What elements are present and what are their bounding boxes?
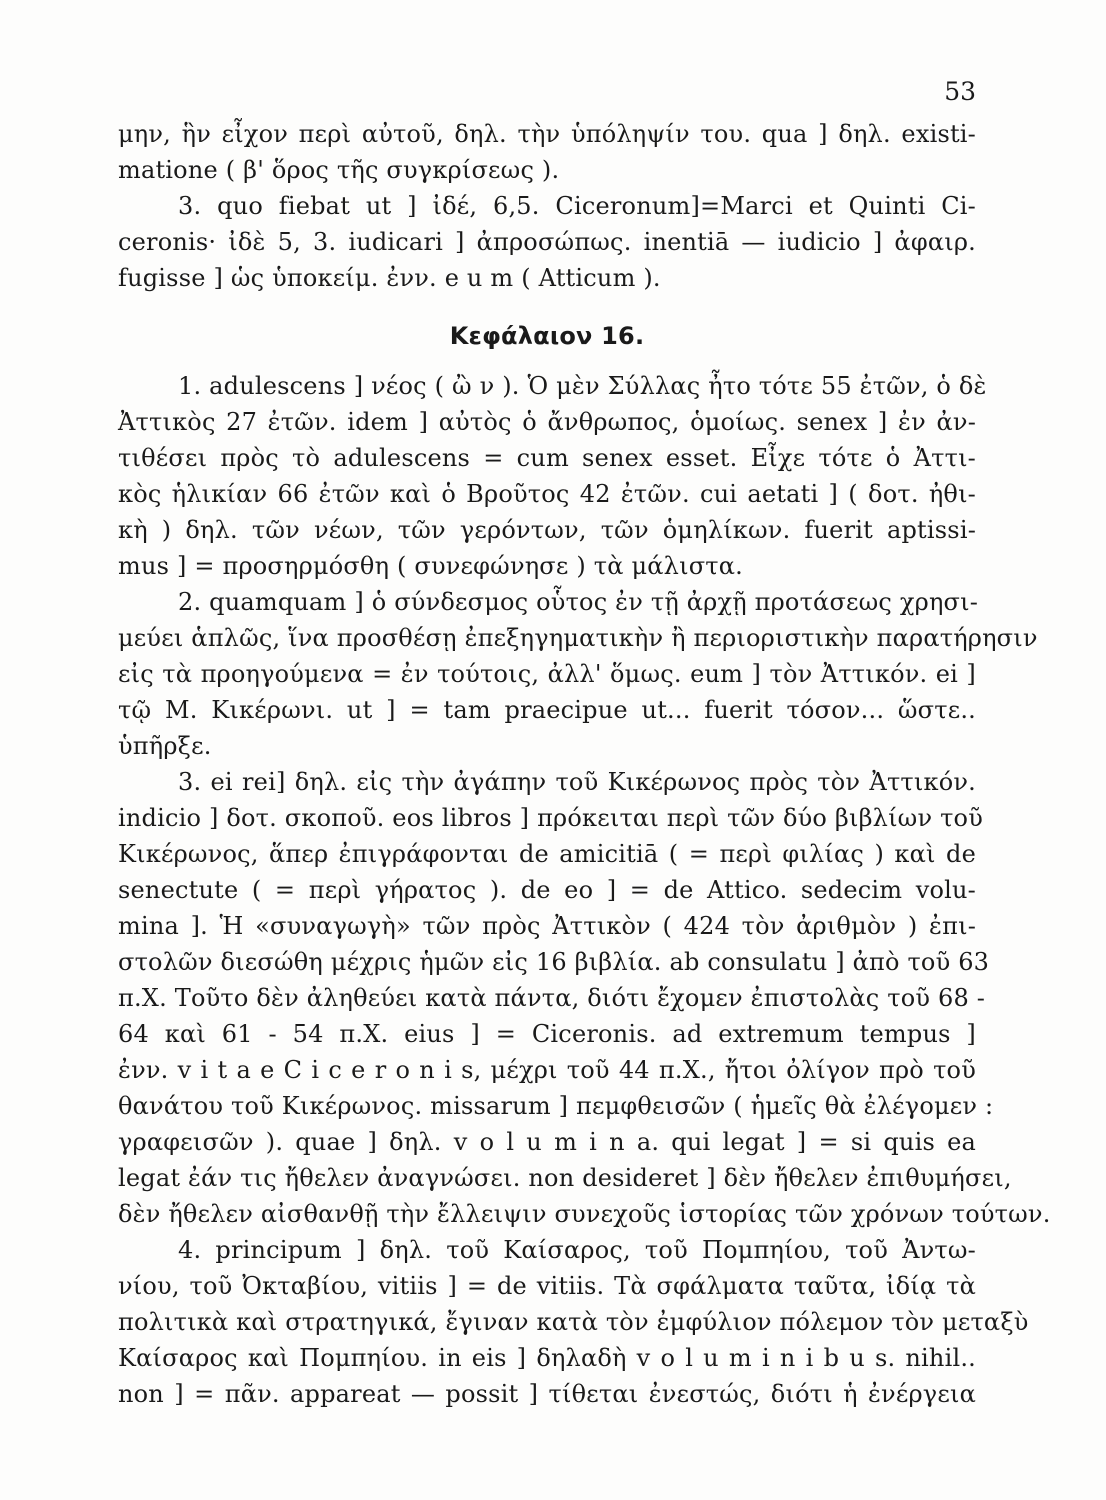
text-line: τιθέσει πρὸς τὸ adulescens = cum senex esset. Εἶχε τότε ὁ Ἀττι- <box>118 444 976 472</box>
text-line: 4. principum ] δηλ. τοῦ Καίσαρος, τοῦ Πομπηίου, τοῦ Ἀντω- <box>178 1236 976 1264</box>
text-line: γραφεισῶν ). quae ] δηλ. v o l u m i n a. qui legat ] = si quis ea <box>118 1128 976 1156</box>
text-line: 3. quo fiebat ut ] ἰδέ, 6,5. Ciceronum]=Marci et Quinti Ci- <box>178 192 976 220</box>
text-line: 64 καὶ 61 - 54 π.Χ. eius ] = Ciceronis. ad extremum tempus ] <box>118 1020 976 1048</box>
text-line: ἐνν. v i t a e C i c e r o n i s, μέχρι τοῦ 44 π.Χ., ἤτοι ὀλίγον πρὸ τοῦ <box>118 1056 976 1084</box>
commentary-text <box>118 116 1051 1412</box>
text-line: mus ] = προσηρμόσθη ( συνεφώνησε ) τὰ μάλιστα. <box>118 552 743 580</box>
text-line: Καίσαρος καὶ Πομπηίου. in eis ] δηλαδὴ v o l u m i n i b u s. nihil.. <box>118 1344 976 1372</box>
text-line: κὸς ἡλικίαν 66 ἐτῶν καὶ ὁ Βροῦτος 42 ἐτῶν. cui aetati ] ( δοτ. ἠθι- <box>118 480 976 508</box>
text-line: δὲν ἤθελεν αἰσθανθῇ τὴν ἔλλειψιν συνεχοῦς ἱστορίας τῶν χρόνων τούτων. <box>118 1200 1051 1228</box>
text-line: μεύει ἁπλῶς, ἵνα προσθέσῃ ἐπεξηγηματικὴν ἢ περιοριστικὴν παρατήρησιν <box>118 624 1038 652</box>
text-line: εἰς τὰ προηγούμενα = ἐν τούτοις, ἀλλ' ὅμως. eum ] τὸν Ἀττικόν. ei ] <box>118 660 976 688</box>
text-line: indicio ] δοτ. σκοποῦ. eos libros ] πρόκειται περὶ τῶν δύο βιβλίων τοῦ <box>118 804 983 832</box>
text-line: fugisse ] ὡς ὑποκείμ. ἐνν. e u m ( Atticum ). <box>118 264 661 292</box>
text-line: π.Χ. Τοῦτο δὲν ἀληθεύει κατὰ πάντα, διότι ἔχομεν ἐπιστολὰς τοῦ 68 - <box>118 984 986 1012</box>
text-line: ὑπῆρξε. <box>118 732 212 760</box>
text-line: μην, ἣν εἶχον περὶ αὐτοῦ, δηλ. τὴν ὑπόληψίν του. qua ] δηλ. existi- <box>118 120 976 148</box>
text-line: κὴ ) δηλ. τῶν νέων, τῶν γερόντων, τῶν ὁμηλίκων. fuerit aptissi- <box>118 516 976 544</box>
page-number: 53 <box>944 77 976 106</box>
text-line: non ] = πᾶν. appareat — possit ] τίθεται ἐνεστώς, διότι ἡ ἐνέργεια <box>118 1380 976 1408</box>
text-line: 3. ei rei] δηλ. εἰς τὴν ἀγάπην τοῦ Κικέρωνος πρὸς τὸν Ἀττικόν. <box>178 768 976 796</box>
text-line: θανάτου τοῦ Κικέρωνος. missarum ] πεμφθεισῶν ( ἡμεῖς θὰ ἐλέγομεν : <box>118 1092 994 1120</box>
text-line: τῷ Μ. Κικέρωνι. ut ] = tam praecipue ut... fuerit τόσον... ὥστε.. <box>118 696 976 724</box>
text-line: 2. quamquam ] ὁ σύνδεσμος οὗτος ἐν τῇ ἀρχῇ προτάσεως χρησι- <box>178 588 979 616</box>
text-line: ceronis· ἰδὲ 5, 3. iudicari ] ἀπροσώπως. inentiā — iudicio ] ἀφαιρ. <box>118 228 976 256</box>
text-line: Ἀττικὸς 27 ἐτῶν. idem ] αὐτὸς ὁ ἄνθρωπος, ὁμοίως. senex ] ἐν ἀν- <box>118 408 976 436</box>
text-line: στολῶν διεσώθη μέχρις ἡμῶν εἰς 16 βιβλία. ab consulatu ] ἀπὸ τοῦ 63 <box>118 948 990 976</box>
text-line: legat ἐάν τις ἤθελεν ἀναγνώσει. non desideret ] δὲν ἤθελεν ἐπιθυμήσει, <box>118 1164 1012 1192</box>
chapter-heading: Κεφάλαιον 16. <box>449 322 645 350</box>
text-line: mina ]. Ἡ «συναγωγὴ» τῶν πρὸς Ἀττικὸν ( 424 τὸν ἀριθμὸν ) ἐπι- <box>118 912 976 940</box>
text-line: senectute ( = περὶ γήρατος ). de eo ] = de Attico. sedecim volu- <box>118 876 976 904</box>
text-line: Κικέρωνος, ἅπερ ἐπιγράφονται de amicitiā ( = περὶ φιλίας ) καὶ de <box>118 840 976 868</box>
text-line: matione ( β' ὅρος τῆς συγκρίσεως ). <box>118 156 560 184</box>
text-line: πολιτικὰ καὶ στρατηγικά, ἔγιναν κατὰ τὸν ἐμφύλιον πόλεμον τὸν μεταξὺ <box>118 1308 1029 1336</box>
text-line: 1. adulescens ] νέος ( ὢ ν ). Ὁ μὲν Σύλλας ἦτο τότε 55 ἐτῶν, ὁ δὲ <box>178 372 987 400</box>
text-line: νίου, τοῦ Ὀκταβίου, vitiis ] = de vitiis. Τὰ σφάλματα ταῦτα, ἰδίᾳ τὰ <box>118 1272 976 1300</box>
